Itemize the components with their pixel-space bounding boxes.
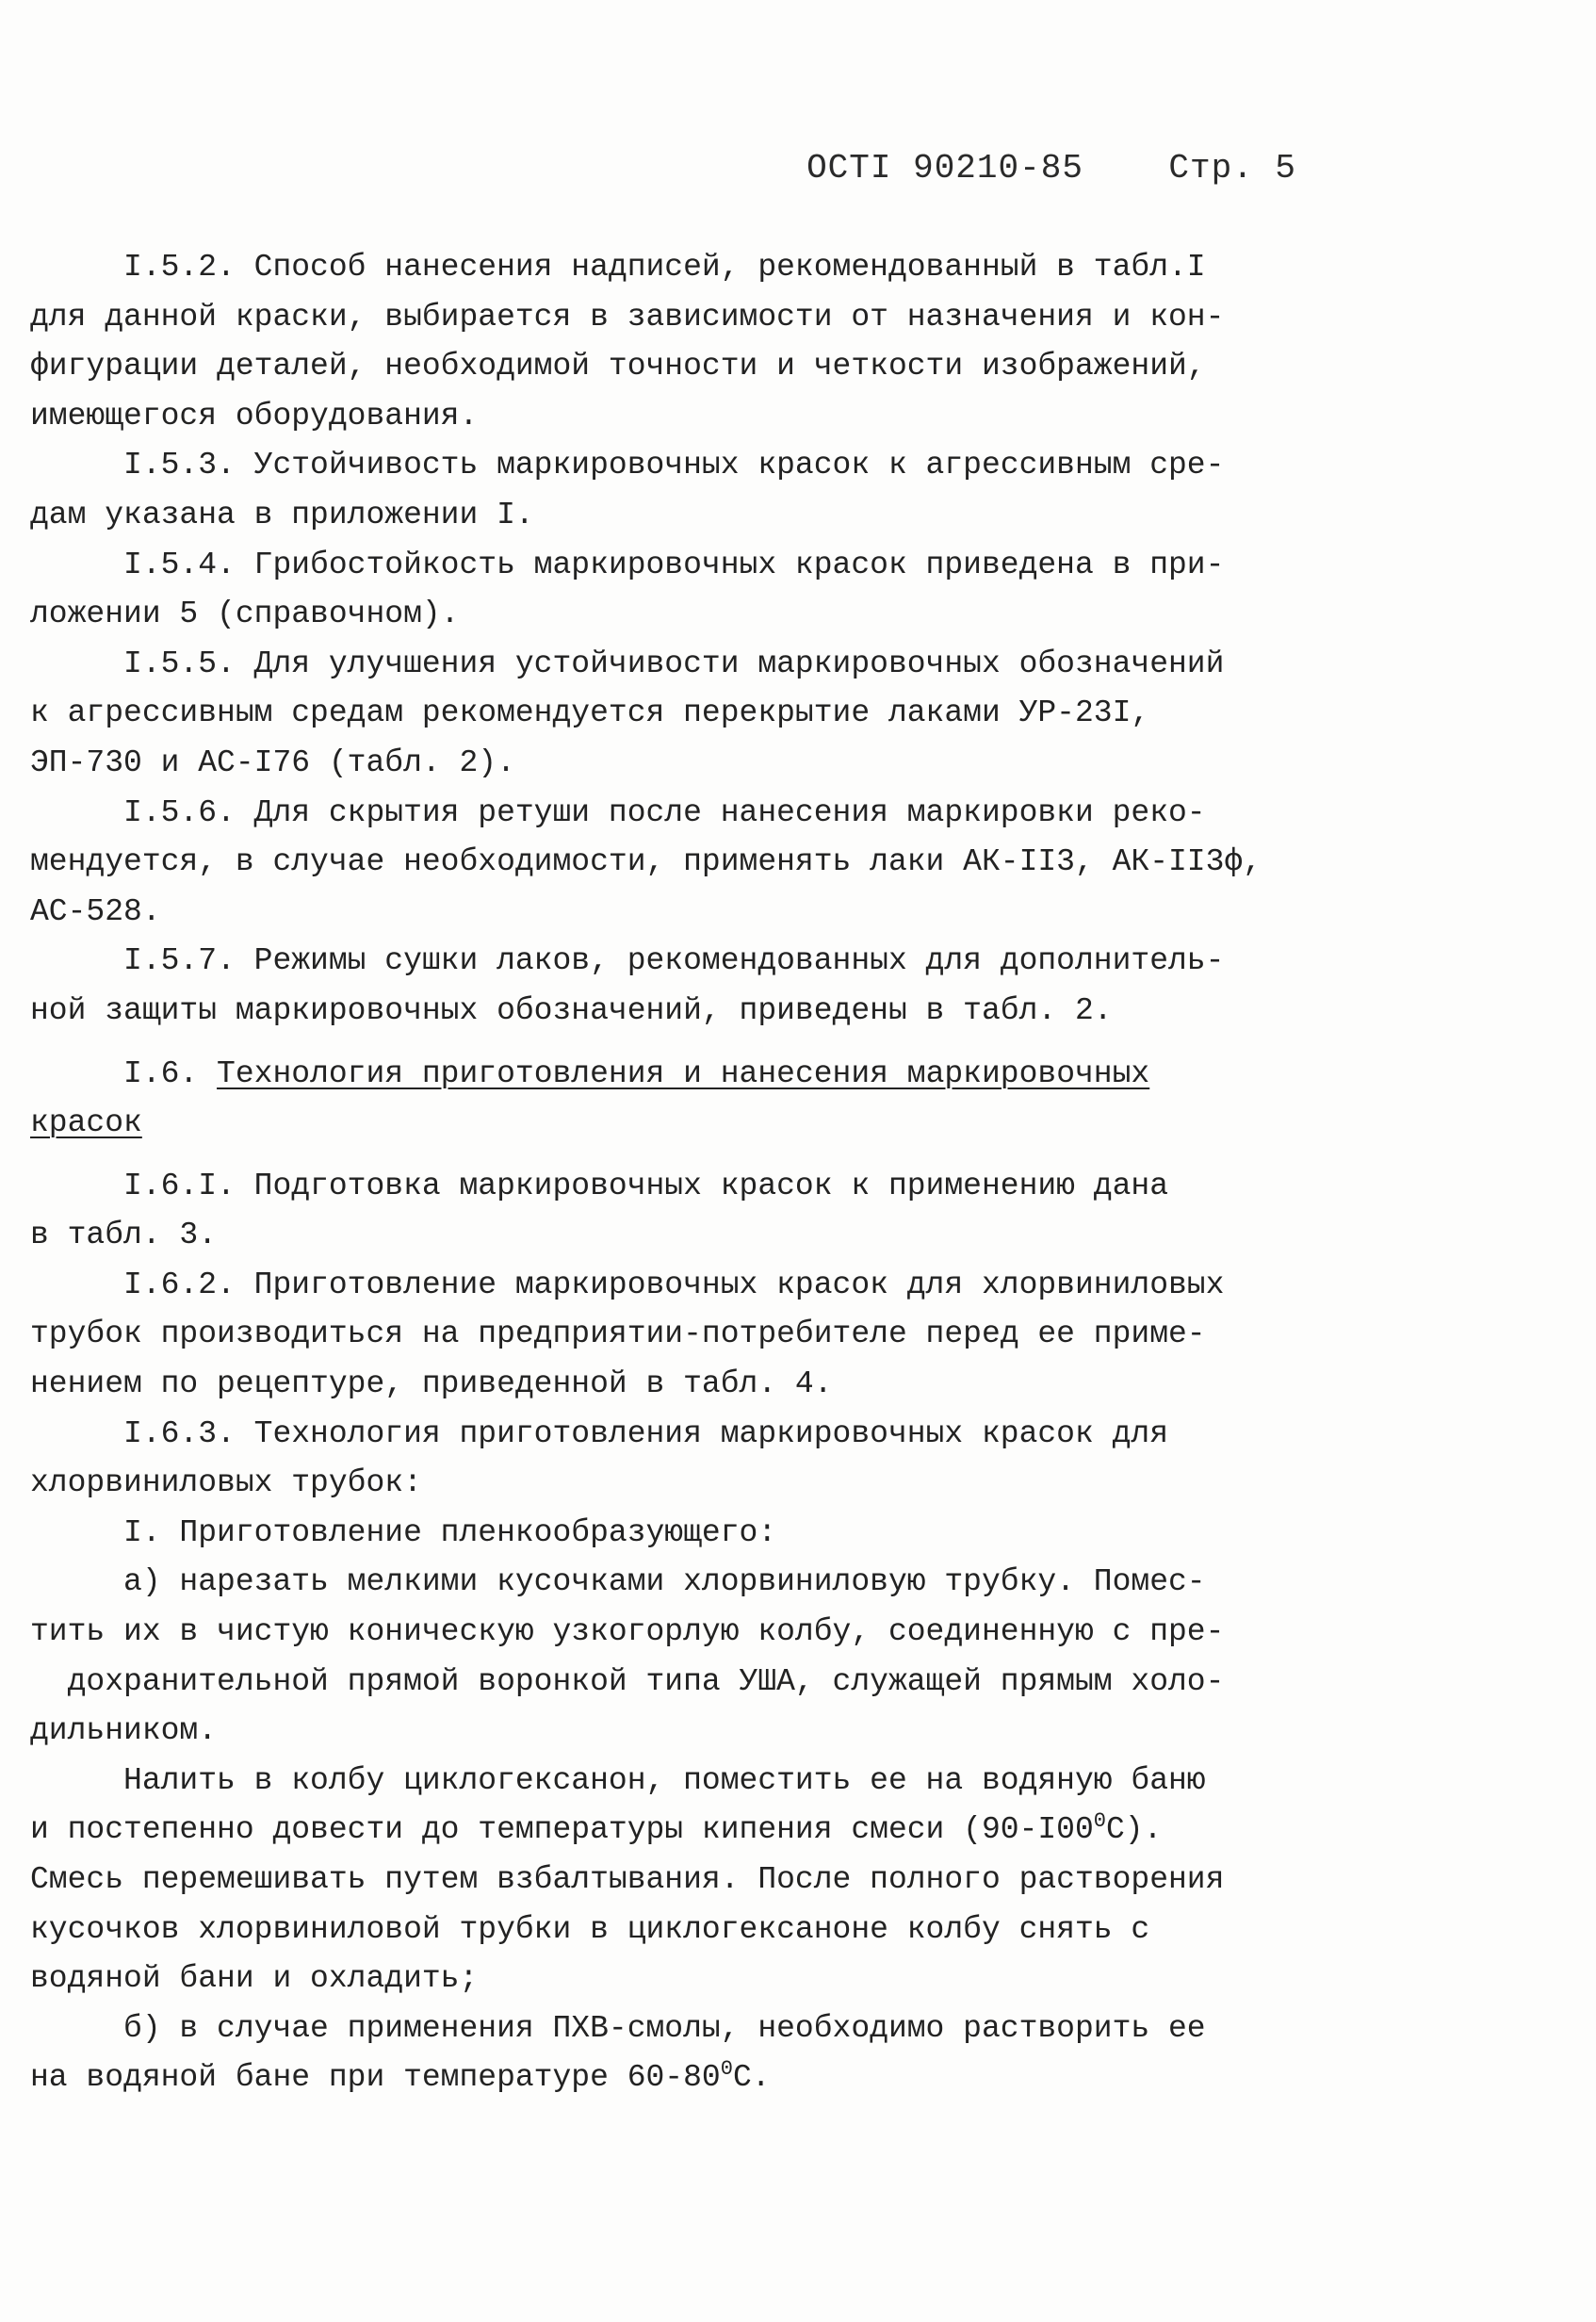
text-line	[30, 1757, 1368, 1807]
text-line	[30, 1099, 1368, 1149]
text-line	[30, 1310, 1368, 1360]
line-text: ложении 5 (справочном).	[30, 597, 460, 632]
line-text: трубок производиться на предприятии-потребителе перед ее приме-	[30, 1316, 1206, 1352]
line-text: I.5.7. Режимы сушки лаков, рекомендованных для дополнитель-	[30, 943, 1225, 979]
text-line	[30, 441, 1368, 491]
text-line	[30, 1261, 1368, 1311]
text-line	[30, 937, 1368, 987]
text-line	[30, 1905, 1368, 1955]
degree-superscript: 0	[720, 2057, 733, 2082]
line-text: Налить в колбу циклогексанон, поместить ее на водяную баню	[30, 1762, 1206, 1798]
line-text: а) нарезать мелкими кусочками хлорвиниловую трубку. Помес-	[30, 1564, 1206, 1600]
text-line	[30, 838, 1368, 888]
page-number: Стр. 5	[1168, 149, 1296, 188]
line-text: I.5.5. Для улучшения устойчивости маркировочных обозначений	[30, 646, 1225, 681]
line-text: I. Приготовление пленкообразующего:	[30, 1514, 777, 1550]
line-text: для данной краски, выбирается в зависимости от назначения и кон-	[30, 299, 1225, 335]
text-line	[30, 2053, 1368, 2103]
text-line	[30, 1459, 1368, 1509]
line-text: АС-528.	[30, 893, 161, 929]
page-header	[806, 149, 1296, 188]
text-line	[30, 1856, 1368, 1905]
section-heading-text: красок	[30, 1105, 142, 1141]
line-text: I.6.I. Подготовка маркировочных красок к применению дана	[30, 1168, 1168, 1203]
text-line	[30, 342, 1368, 392]
text-line	[30, 1162, 1368, 1212]
line-suffix: С.	[732, 2060, 771, 2096]
line-text: на водяной бане при температуре 60-80	[30, 2060, 721, 2096]
text-line	[30, 739, 1368, 789]
text-line	[30, 1050, 1368, 1100]
line-text: дам указана в приложении I.	[30, 497, 534, 532]
text-line	[30, 1954, 1368, 2004]
line-text: Смесь перемешивать путем взбалтывания. После полного растворения	[30, 1862, 1225, 1897]
text-line	[30, 1360, 1368, 1410]
line-text: дильником.	[30, 1713, 218, 1749]
text-line	[30, 1509, 1368, 1559]
line-text: I.5.2. Способ нанесения надписей, рекомендованный в табл.I	[30, 250, 1206, 285]
line-text: к агрессивным средам рекомендуется перекрытие лаками УР-23I,	[30, 695, 1150, 731]
degree-superscript: 0	[1093, 1809, 1106, 1834]
line-text: нением по рецептуре, приведенной в табл. 4.	[30, 1366, 833, 1402]
line-text: I.6.3. Технология приготовления маркировочных красок для	[30, 1415, 1168, 1451]
standard-number: ОСТI 90210-85	[806, 149, 1083, 188]
text-line	[30, 491, 1368, 541]
section-heading-text: Технология приготовления и нанесения маркировочных	[217, 1055, 1150, 1091]
line-text: и постепенно довести до температуры кипения смеси (90-I00	[30, 1812, 1094, 1848]
line-text: ЭП-730 и АС-I76 (табл. 2).	[30, 744, 515, 780]
text-line	[30, 1658, 1368, 1708]
text-line	[30, 1211, 1368, 1261]
text-line	[30, 1608, 1368, 1658]
line-text: фигурации деталей, необходимой точности и четкости изображений,	[30, 349, 1206, 384]
line-text: I.5.6. Для скрытия ретуши после нанесения маркировки реко-	[30, 794, 1206, 830]
text-line	[30, 243, 1368, 293]
line-text: хлорвиниловых трубок:	[30, 1465, 422, 1501]
text-line	[30, 1558, 1368, 1608]
line-text: водяной бани и охладить;	[30, 1961, 479, 1997]
text-line	[30, 987, 1368, 1037]
text-line	[30, 293, 1368, 343]
text-line	[30, 590, 1368, 640]
text-line	[30, 689, 1368, 739]
text-line	[30, 789, 1368, 839]
line-text: кусочков хлорвиниловой трубки в циклогексаноне колбу снять с	[30, 1911, 1150, 1947]
text-line	[30, 1707, 1368, 1757]
body-text	[30, 243, 1368, 2103]
line-text: б) в случае применения ПХВ-смолы, необходимо растворить ее	[30, 2010, 1206, 2046]
text-line	[30, 392, 1368, 442]
line-text: I.5.3. Устойчивость маркировочных красок к агрессивным сре-	[30, 448, 1225, 483]
line-text: I.5.4. Грибостойкость маркировочных красок приведена в при-	[30, 547, 1225, 582]
line-text: в табл. 3.	[30, 1218, 218, 1253]
line-suffix: С).	[1106, 1812, 1163, 1848]
line-text: ной защиты маркировочных обозначений, приведены в табл. 2.	[30, 992, 1113, 1028]
line-text: дохранительной прямой воронкой типа УША, служащей прямым холо-	[30, 1663, 1225, 1699]
text-line	[30, 640, 1368, 690]
line-text: имеющегося оборудования.	[30, 398, 479, 433]
line-text: тить их в чистую коническую узкогорлую колбу, соединенную с пре-	[30, 1614, 1225, 1650]
line-text: мендуется, в случае необходимости, применять лаки АК-II3, АК-II3ф,	[30, 844, 1262, 880]
line-text: I.6.2. Приготовление маркировочных красок для хлорвиниловых	[30, 1267, 1225, 1302]
text-line	[30, 1806, 1368, 1856]
text-line	[30, 541, 1368, 591]
section-number: I.6.	[30, 1055, 218, 1091]
text-line	[30, 888, 1368, 938]
text-line	[30, 2004, 1368, 2054]
text-line	[30, 1410, 1368, 1460]
